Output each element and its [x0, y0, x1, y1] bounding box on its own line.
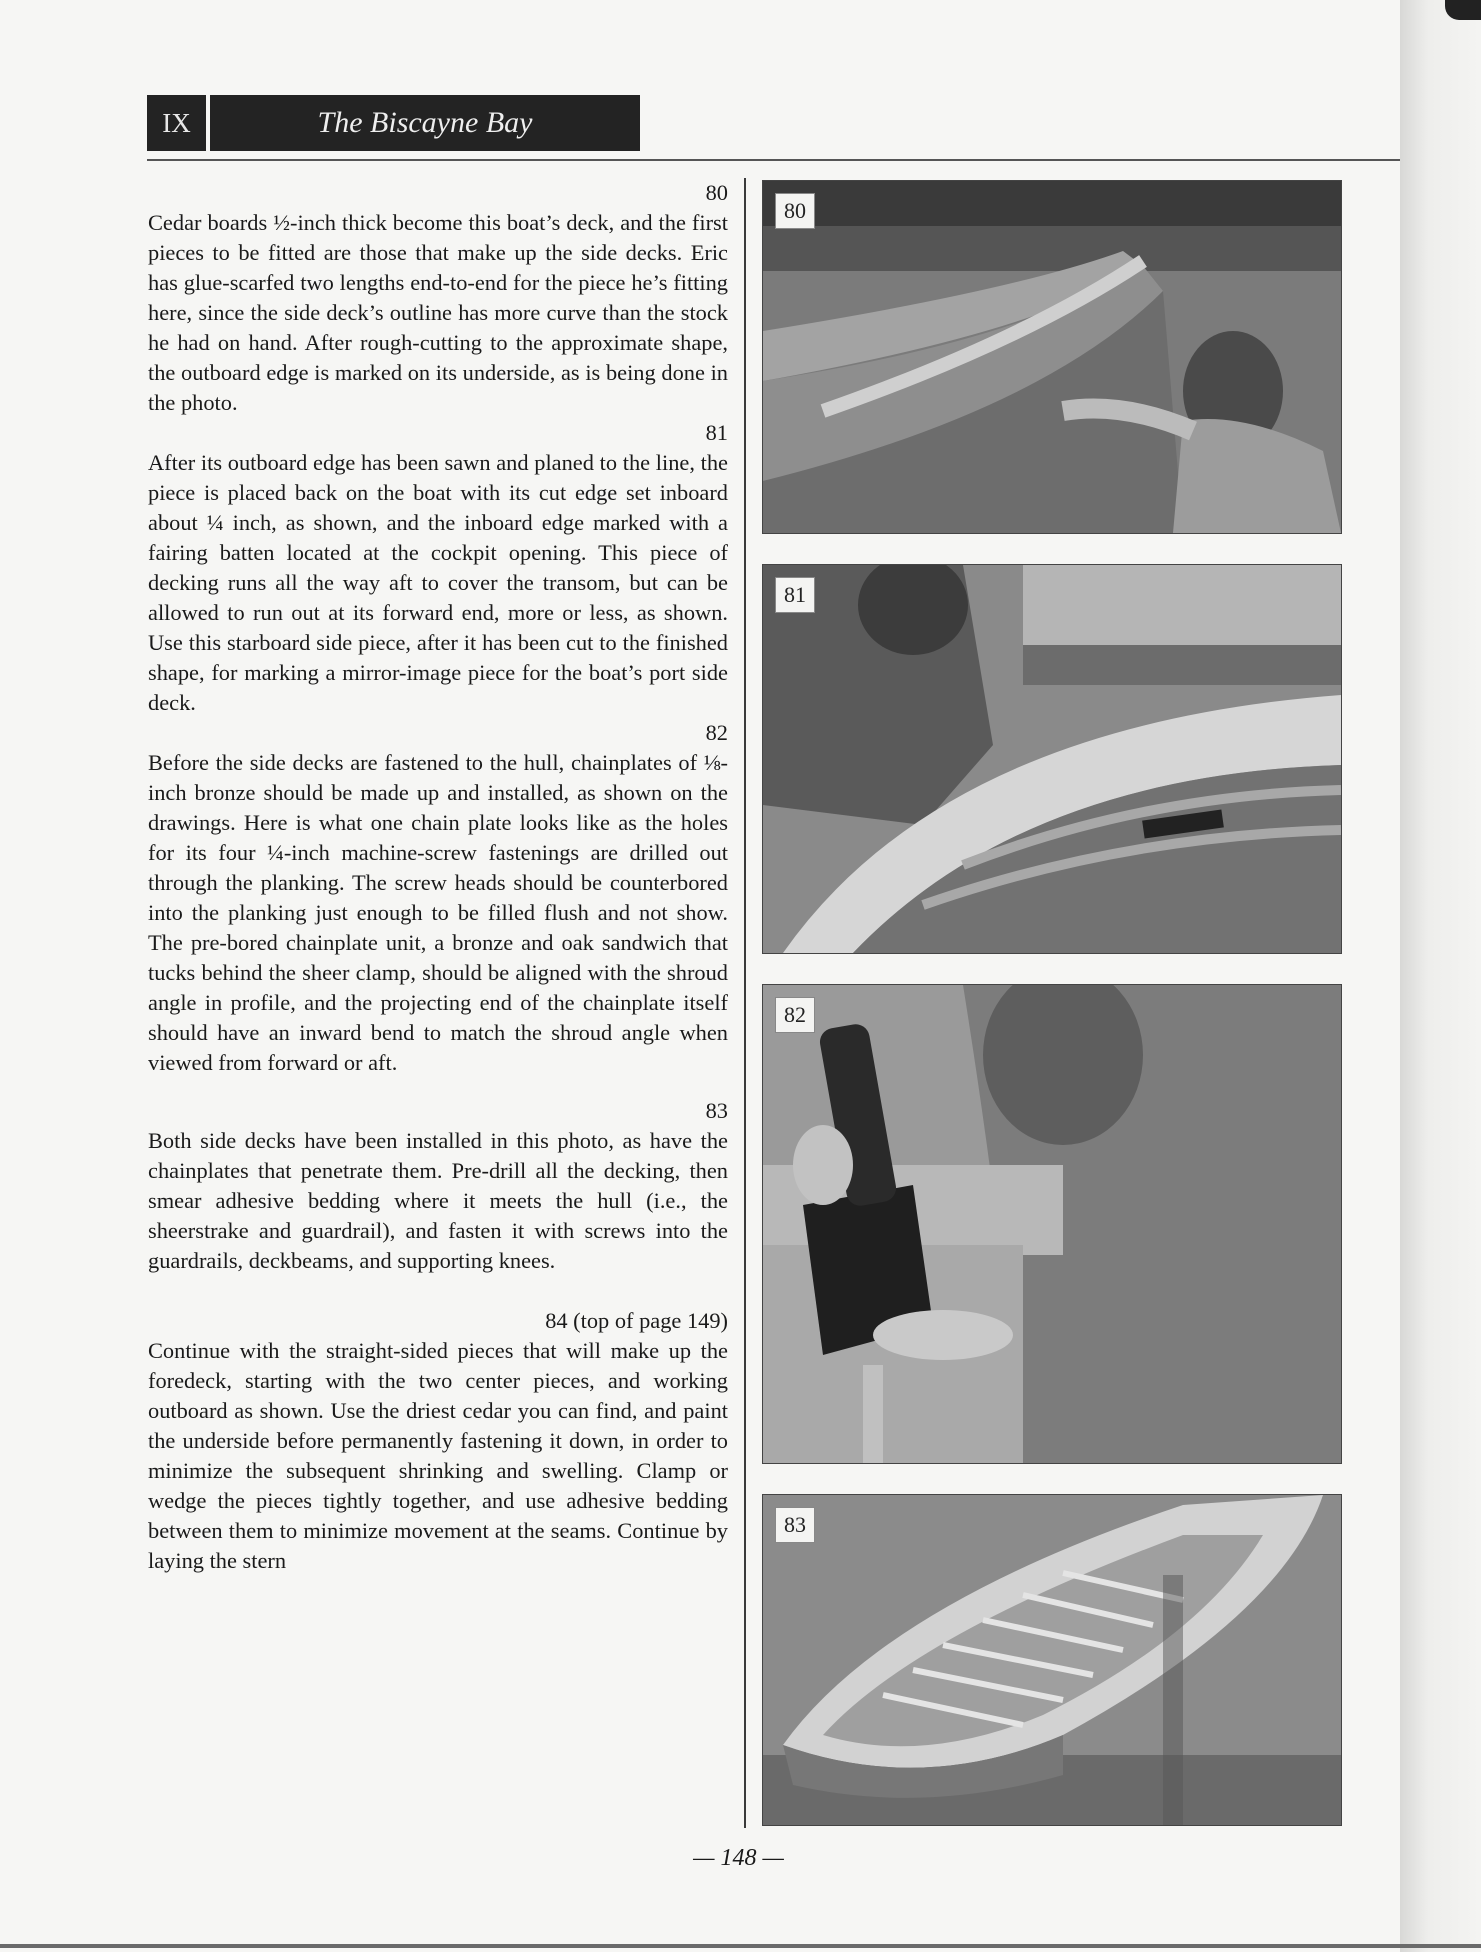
text-column: [148, 178, 728, 1576]
photo-82-image: [763, 985, 1341, 1463]
paragraph-number-80: 80: [705, 180, 728, 205]
photo-81-image: [763, 565, 1341, 953]
photo-label-82: 82: [775, 997, 815, 1033]
photo-label-81: 81: [775, 577, 815, 613]
paragraph-number-81: 81: [705, 420, 728, 445]
paragraph-84: Continue with the straight-sided pieces that will make up the foredeck, starting with the two center pieces, and working outboard as shown. Use the driest cedar you can find, and paint the underside before permanently fastening it down, in order to minimize the subsequent shrinking and swelling. Clamp or wedge the pieces tightly together, and use adhesive bedding between them to minimize movement at the seams. Continue by laying the stern: [148, 1338, 728, 1573]
page-number: [0, 1845, 1481, 1872]
header-rule: [147, 159, 1400, 161]
binding-edge: [1400, 0, 1481, 1952]
photo-label-83: 83: [775, 1507, 815, 1543]
photo-81: [762, 564, 1342, 954]
paragraph-81: After its outboard edge has been sawn and planed to the line, the piece is placed back on the boat with its cut edge set inboard about ¼ inch, as shown, and the inboard edge marked with a fairing batten located at the cockpit opening. This piece of decking runs all the way aft to cover the transom, but can be allowed to run out at its forward end, more or less, as shown. Use this starboard side piece, after it has been cut to the finished shape, for marking a mirror-image piece for the boat’s port side deck.: [148, 450, 728, 715]
page-number-text: — 148 —: [693, 1845, 784, 1871]
paragraph-number-84: 84 (top of page 149): [545, 1308, 728, 1333]
column-divider: [744, 178, 746, 1828]
photo-83-image: [763, 1495, 1341, 1825]
paragraph-83: Both side decks have been installed in this photo, as have the chainplates that penetrate them. Pre-drill all the decking, then smear adhesive bedding where it meets the hull (i.e., the sheerstrake and guardrail), and fasten it with screws into the guardrails, deckbeams, and supporting knees.: [148, 1128, 728, 1273]
photo-label-80: 80: [775, 193, 815, 229]
paragraph-80: Cedar boards ½-inch thick become this boat’s deck, and the first pieces to be fitted are those that make up the side decks. Eric has glue-scarfed two lengths end-to-end for the piece he’s fitting here, since the side deck’s outline has more curve than the stock he had on hand. After rough-cutting to the approximate shape, the outboard edge is marked on its underside, as is being done in the photo.: [148, 210, 728, 415]
paragraph-number-82: 82: [705, 720, 728, 745]
photo-80-image: [763, 181, 1341, 533]
paragraph-number-83: 83: [705, 1098, 728, 1123]
photo-80: [762, 180, 1342, 534]
photo-82: [762, 984, 1342, 1464]
photo-83: [762, 1494, 1342, 1826]
binding-corner: [1445, 0, 1481, 20]
chapter-title: The Biscayne Bay: [210, 95, 640, 151]
chapter-number: IX: [147, 95, 206, 151]
paragraph-82: Before the side decks are fastened to the hull, chainplates of ⅛-inch bronze should be made up and installed, as shown on the drawings. Here is what one chain plate looks like as the holes for its four ¼-inch machine-screw fastenings are drilled out through the planking. The screw heads should be counterbored into the planking just enough to be filled flush and not show. The pre-bored chainplate unit, a bronze and oak sandwich that tucks behind the sheer clamp, should be aligned with the shroud angle in profile, and the projecting end of the chainplate itself should have an inward bend to match the shroud angle when viewed from forward or aft.: [148, 750, 728, 1075]
scan-bottom-edge: [0, 1944, 1481, 1948]
